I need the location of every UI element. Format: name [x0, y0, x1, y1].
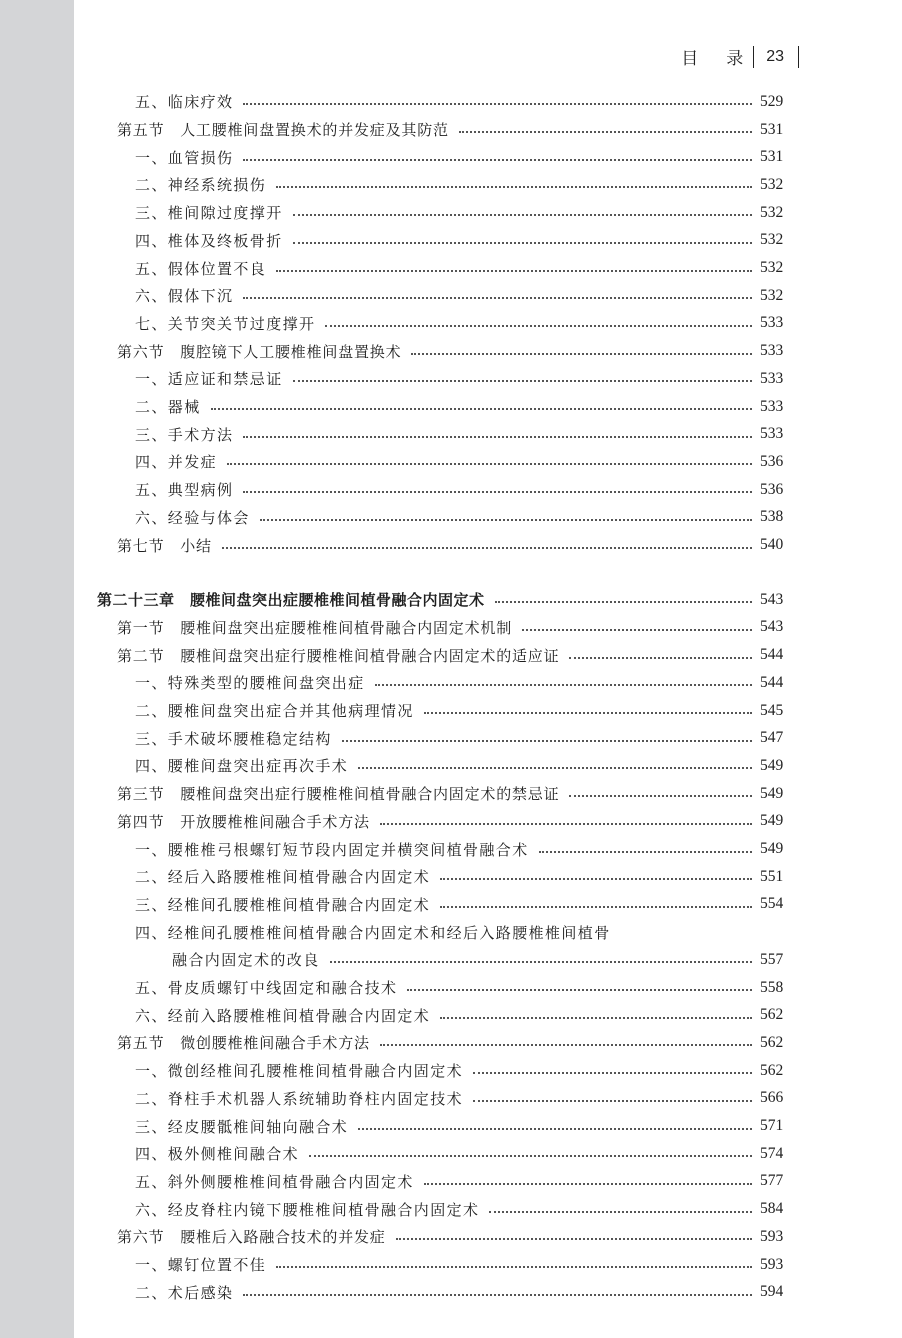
toc-dot-leader: [569, 656, 752, 659]
toc-entry[interactable]: [0, 614, 902, 642]
toc-entry-title: 五、典型病例: [135, 481, 234, 500]
toc-entry[interactable]: [0, 310, 902, 338]
toc-entry-title: 三、经皮腰骶椎间轴向融合术: [135, 1117, 349, 1136]
toc-entry[interactable]: [0, 1140, 902, 1168]
toc-dot-leader: [440, 877, 752, 880]
toc-entry-title: 第五节 微创腰椎椎间融合手术方法: [117, 1034, 370, 1053]
toc-entry[interactable]: [0, 282, 902, 310]
toc-entry[interactable]: [0, 199, 902, 227]
toc-entry[interactable]: [0, 393, 902, 421]
toc-entry[interactable]: [0, 476, 902, 504]
toc-entry-title: 六、假体下沉: [135, 287, 234, 306]
toc-dot-leader: [380, 822, 752, 825]
toc-entry-page: 538: [760, 508, 784, 526]
toc-entry-page: 547: [760, 729, 784, 747]
toc-entry[interactable]: [0, 227, 902, 255]
toc-entry-title: 六、经皮脊柱内镜下腰椎椎间植骨融合内固定术: [135, 1200, 480, 1219]
toc-entry-title: 第三节 腰椎间盘突出症行腰椎椎间植骨融合内固定术的禁忌证: [117, 785, 560, 804]
toc-entry[interactable]: [0, 808, 902, 836]
toc-dot-leader: [243, 435, 752, 438]
toc-entry-page: 532: [760, 259, 784, 277]
toc-dot-leader: [276, 1265, 752, 1268]
toc-entry-title: 四、腰椎间盘突出症再次手术: [135, 757, 349, 776]
toc-dot-leader: [243, 102, 752, 105]
toc-dot-leader: [330, 960, 752, 963]
toc-entry-page: 577: [760, 1172, 784, 1190]
toc-dot-leader: [293, 213, 752, 216]
toc-entry-title: 第一节 腰椎间盘突出症腰椎椎间植骨融合内固定术机制: [117, 618, 513, 637]
toc-entry[interactable]: [0, 724, 902, 752]
toc-entry-title: 四、经椎间孔腰椎椎间植骨融合内固定术和经后入路腰椎椎间植骨: [135, 923, 611, 942]
toc-entry-title: 一、特殊类型的腰椎间盘突出症: [135, 674, 365, 693]
toc-entry-page: 574: [760, 1144, 784, 1162]
toc-entry-page: 549: [760, 756, 784, 774]
toc-dot-leader: [489, 1210, 752, 1213]
toc-dot-leader: [358, 1127, 752, 1130]
toc-entry[interactable]: [0, 1251, 902, 1279]
toc-dot-leader: [522, 628, 752, 631]
toc-entry-page: 545: [760, 701, 784, 719]
toc-entry-title: 五、假体位置不良: [135, 259, 267, 278]
toc-dot-leader: [276, 269, 752, 272]
toc-entry[interactable]: [0, 918, 902, 946]
toc-dot-leader: [243, 490, 752, 493]
toc-dot-leader: [440, 1016, 752, 1019]
toc-entry-page: 536: [760, 480, 784, 498]
toc-entry-title: 三、手术方法: [135, 425, 234, 444]
toc-dot-leader: [243, 296, 752, 299]
toc-entry-title: 三、椎间隙过度撑开: [135, 204, 283, 223]
toc-entry-page: 549: [760, 784, 784, 802]
toc-entry-title: 七、关节突关节过度撑开: [135, 314, 316, 333]
toc-entry-title: 二、经后入路腰椎椎间植骨融合内固定术: [135, 868, 431, 887]
toc-entry-title: 一、血管损伤: [135, 148, 234, 167]
toc-dot-leader: [342, 739, 752, 742]
toc-entry-title: 一、微创经椎间孔腰椎椎间植骨融合内固定术: [135, 1062, 464, 1081]
toc-entry-page: 532: [760, 175, 784, 193]
toc-entry-title: 五、骨皮质螺钉中线固定和融合技术: [135, 979, 398, 998]
toc-entry-page: 571: [760, 1117, 784, 1135]
toc-entry[interactable]: [0, 891, 902, 919]
toc-entry-title: 一、适应证和禁忌证: [135, 370, 283, 389]
toc-entry-title: 四、椎体及终板骨折: [135, 231, 283, 250]
toc-entry[interactable]: [0, 1085, 902, 1113]
toc-entry[interactable]: [0, 946, 902, 974]
toc-entry-page: 533: [760, 397, 784, 415]
toc-entry[interactable]: [0, 88, 902, 116]
toc-entry-page: 536: [760, 452, 784, 470]
header-title-char-2: 录: [726, 49, 744, 69]
toc-entry[interactable]: [0, 863, 902, 891]
toc-entry-page: 593: [760, 1255, 784, 1273]
toc-entry-page: 533: [760, 342, 784, 360]
toc-entry-page: 531: [760, 148, 784, 166]
toc-entry-title: 二、器械: [135, 398, 201, 417]
toc-entry-page: 562: [760, 1061, 784, 1079]
toc-entry[interactable]: [0, 1001, 902, 1029]
toc-entry-page: 549: [760, 840, 784, 858]
toc-entry-page: 533: [760, 314, 784, 332]
toc-entry-title: 六、经验与体会: [135, 508, 250, 527]
toc-dot-leader: [424, 711, 752, 714]
toc-dot-leader: [473, 1099, 752, 1102]
header-divider-right: [798, 46, 799, 68]
toc-entry-page: 533: [760, 425, 784, 443]
toc-entry-page: 554: [760, 895, 784, 913]
toc-entry-page: 544: [760, 646, 784, 664]
toc-entry-title: 三、手术破坏腰椎稳定结构: [135, 729, 332, 748]
toc-dot-leader: [375, 683, 752, 686]
toc-entry[interactable]: [0, 780, 902, 808]
toc-entry[interactable]: [0, 641, 902, 669]
toc-entry-title: 融合内固定术的改良: [172, 951, 320, 970]
header-divider: [753, 46, 754, 68]
toc-entry[interactable]: [0, 1168, 902, 1196]
toc-entry-title: 二、神经系统损伤: [135, 176, 267, 195]
toc-dot-leader: [309, 1154, 752, 1157]
toc-entry[interactable]: [0, 697, 902, 725]
toc-dot-leader: [222, 546, 752, 549]
toc-dot-leader: [407, 988, 752, 991]
toc-entry-page: 549: [760, 812, 784, 830]
toc-entry[interactable]: [0, 974, 902, 1002]
toc-entry-page: 533: [760, 369, 784, 387]
toc-entry-title: 一、腰椎椎弓根螺钉短节段内固定并横突间植骨融合术: [135, 840, 529, 859]
toc-entry[interactable]: [0, 365, 902, 393]
toc-dot-leader: [227, 462, 752, 465]
toc-entry-page: 529: [760, 92, 784, 110]
toc-entry[interactable]: [0, 337, 902, 365]
toc-dot-leader: [396, 1237, 752, 1240]
running-header: [681, 44, 799, 69]
toc-entry-page: 593: [760, 1227, 784, 1245]
toc-entry[interactable]: [0, 254, 902, 282]
toc-dot-leader: [440, 905, 752, 908]
toc-entry[interactable]: [0, 1223, 902, 1251]
toc-entry-page: 594: [760, 1283, 784, 1301]
toc-entry-title: 四、并发症: [135, 453, 218, 472]
toc-entry-page: 562: [760, 1033, 784, 1051]
toc-entry[interactable]: [0, 1112, 902, 1140]
toc-entry-page: 562: [760, 1006, 784, 1024]
header-title-char-1: 目: [681, 49, 699, 69]
toc-dot-leader: [380, 1043, 752, 1046]
toc-entry-page: 558: [760, 978, 784, 996]
toc-dot-leader: [358, 766, 752, 769]
toc-entry-title: 第二十三章 腰椎间盘突出症腰椎椎间植骨融合内固定术: [97, 591, 485, 610]
toc-entry-title: 二、术后感染: [135, 1283, 234, 1302]
toc-entry-title: 五、斜外侧腰椎椎间植骨融合内固定术: [135, 1172, 414, 1191]
toc-dot-leader: [539, 850, 752, 853]
toc-entry[interactable]: [0, 448, 902, 476]
toc-entry-title: 一、螺钉位置不佳: [135, 1256, 267, 1275]
toc-dot-leader: [459, 130, 752, 133]
toc-entry-title: 六、经前入路腰椎椎间植骨融合内固定术: [135, 1006, 431, 1025]
toc-entry[interactable]: [0, 835, 902, 863]
toc-dot-leader: [260, 518, 752, 521]
toc-entry-page: 540: [760, 536, 784, 554]
toc-dot-leader: [325, 324, 752, 327]
toc-entry-title: 三、经椎间孔腰椎椎间植骨融合内固定术: [135, 895, 431, 914]
toc-entry-page: 532: [760, 203, 784, 221]
toc-entry-title: 二、腰椎间盘突出症合并其他病理情况: [135, 702, 414, 721]
toc-entry-page: 544: [760, 673, 784, 691]
toc-entry[interactable]: [0, 752, 902, 780]
toc-entry-title: 第六节 腰椎后入路融合技术的并发症: [117, 1228, 386, 1247]
toc-dot-leader: [569, 794, 752, 797]
toc-entry-page: 532: [760, 231, 784, 249]
toc-entry-title: 第五节 人工腰椎间盘置换术的并发症及其防范: [117, 121, 449, 140]
toc-entry-page: 532: [760, 286, 784, 304]
toc-dot-leader: [495, 600, 752, 603]
toc-entry-title: 第七节 小结: [117, 536, 212, 555]
toc-entry-page: 543: [760, 618, 784, 636]
toc-entry[interactable]: [0, 1195, 902, 1223]
toc-dot-leader: [411, 352, 752, 355]
toc-entry[interactable]: [0, 1057, 902, 1085]
toc-dot-leader: [243, 158, 752, 161]
toc-entry-title: 第二节 腰椎间盘突出症行腰椎椎间植骨融合内固定术的适应证: [117, 646, 560, 665]
toc-entry-title: 二、脊柱手术机器人系统辅助脊柱内固定技术: [135, 1089, 464, 1108]
toc-dot-leader: [276, 185, 752, 188]
toc-dot-leader: [424, 1182, 752, 1185]
toc-entry-page: 557: [760, 950, 784, 968]
toc-dot-leader: [473, 1071, 752, 1074]
toc-entry[interactable]: [0, 1029, 902, 1057]
toc-entry[interactable]: [0, 116, 902, 144]
header-page-number: 23: [766, 47, 784, 65]
toc-entry[interactable]: [0, 171, 902, 199]
toc-entry-page: 543: [760, 590, 784, 608]
toc-entry[interactable]: [0, 143, 902, 171]
toc-dot-leader: [211, 407, 752, 410]
toc-entry[interactable]: [0, 669, 902, 697]
toc-dot-leader: [293, 379, 752, 382]
toc-entry-page: 531: [760, 120, 784, 138]
toc-dot-leader: [293, 241, 752, 244]
toc-entry-page: 551: [760, 867, 784, 885]
toc-entry-page: 566: [760, 1089, 784, 1107]
toc-entry[interactable]: [0, 1278, 902, 1306]
toc-entry[interactable]: [0, 420, 902, 448]
toc-entry-page: 584: [760, 1200, 784, 1218]
toc-dot-leader: [243, 1293, 752, 1296]
toc-entry-title: 第六节 腹腔镜下人工腰椎椎间盘置换术: [117, 342, 402, 361]
toc-entry[interactable]: [0, 504, 902, 532]
toc-entry-title: 五、临床疗效: [135, 93, 234, 112]
toc-entry-title: 四、极外侧椎间融合术: [135, 1145, 300, 1164]
toc-entry-title: 第四节 开放腰椎椎间融合手术方法: [117, 812, 370, 831]
toc-entry[interactable]: [0, 586, 902, 614]
toc-entry[interactable]: [0, 531, 902, 559]
